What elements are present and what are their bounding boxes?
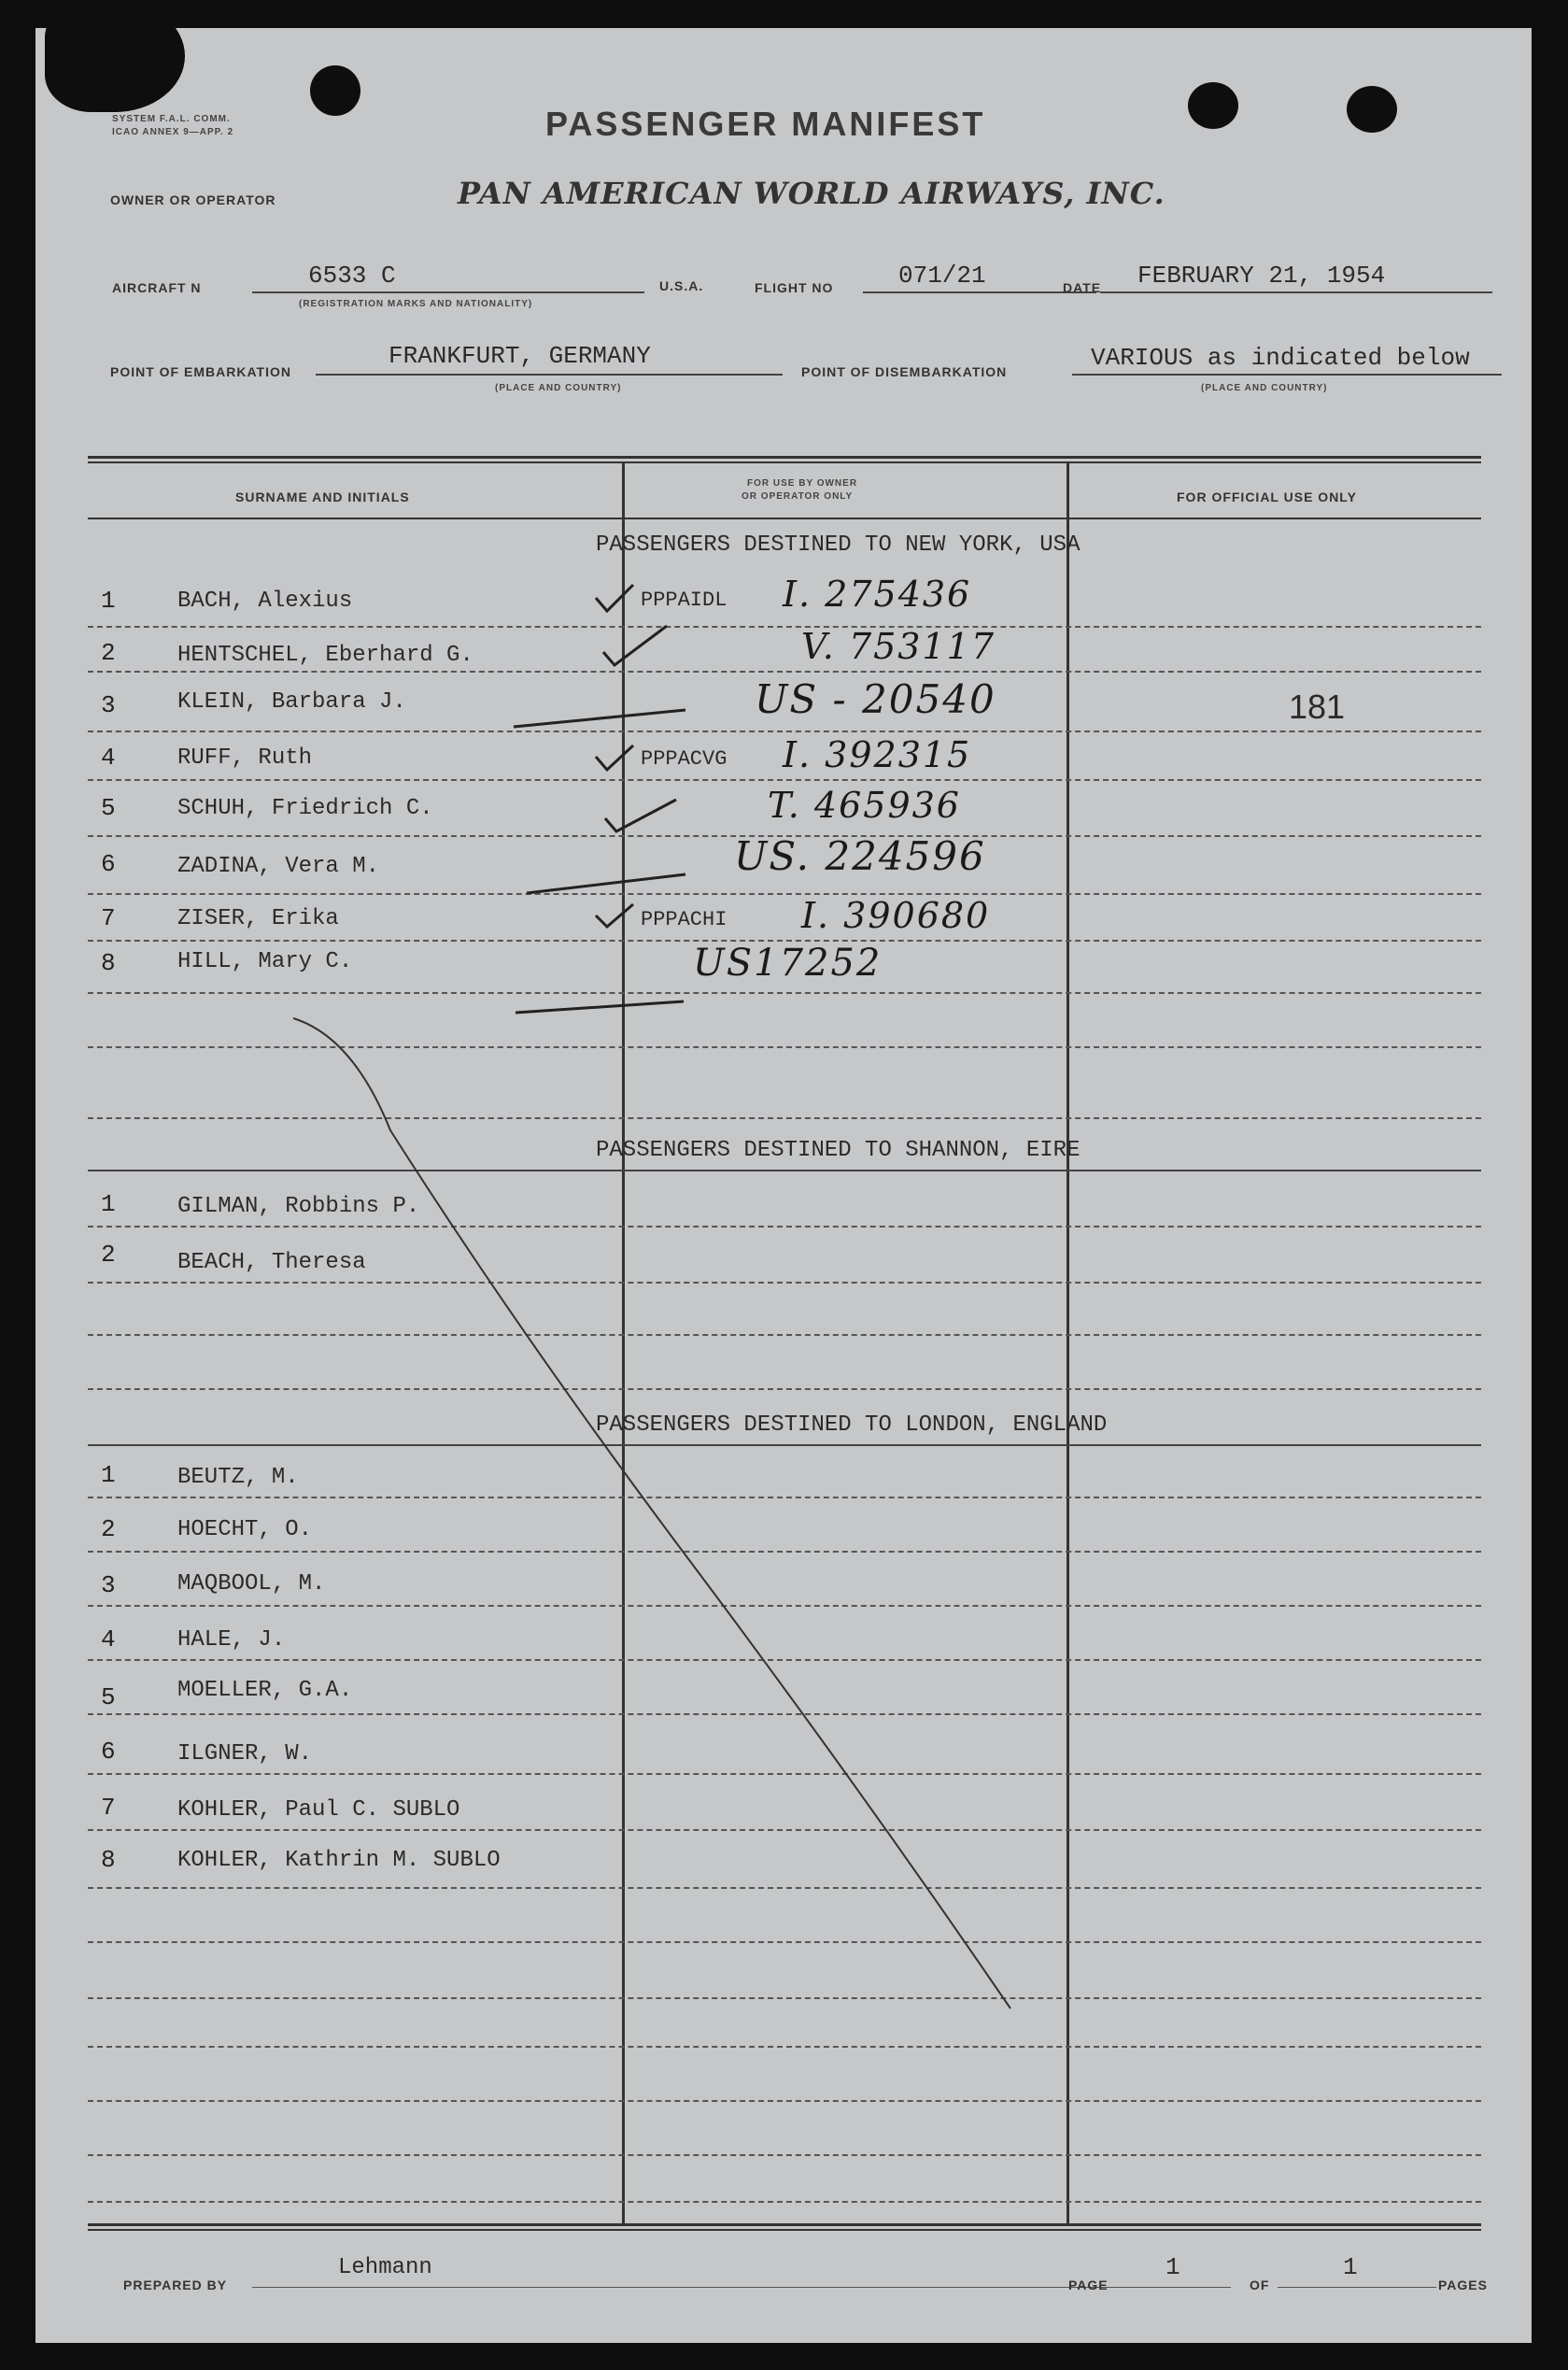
section-heading-london: PASSENGERS DESTINED TO LONDON, ENGLAND bbox=[596, 1412, 1108, 1438]
passenger-name: GILMAN, Robbins P. bbox=[177, 1194, 420, 1219]
row-number: 2 bbox=[101, 1515, 116, 1543]
row-number: 2 bbox=[101, 1241, 116, 1269]
section-heading-shannon: PASSENGERS DESTINED TO SHANNON, EIRE bbox=[596, 1138, 1081, 1163]
owner-label: OWNER OR OPERATOR bbox=[110, 192, 276, 207]
row-number: 2 bbox=[101, 639, 116, 667]
passenger-name: HALE, J. bbox=[177, 1627, 286, 1653]
passport-number: T. 465936 bbox=[768, 785, 961, 826]
usa-label: U.S.A. bbox=[659, 278, 704, 293]
passenger-name: BACH, Alexius bbox=[177, 589, 353, 614]
official-note: 181 bbox=[1289, 688, 1346, 726]
punch-hole bbox=[1347, 86, 1397, 133]
approval-line-2: ICAO ANNEX 9—APP. 2 bbox=[112, 127, 234, 137]
row-number: 6 bbox=[101, 1738, 116, 1766]
passenger-name: BEUTZ, M. bbox=[177, 1465, 299, 1490]
date-label: DATE bbox=[1063, 280, 1102, 295]
page-label: PAGE bbox=[1068, 2278, 1109, 2292]
manifest-sheet bbox=[35, 28, 1532, 2343]
disembarkation-label: POINT OF DISEMBARKATION bbox=[801, 364, 1008, 379]
dash-mark bbox=[516, 1001, 684, 1013]
punch-hole bbox=[310, 65, 360, 116]
of-value: 1 bbox=[1343, 2253, 1358, 2281]
flight-label: FLIGHT NO bbox=[755, 280, 834, 295]
row-number: 7 bbox=[101, 904, 116, 932]
passenger-name: SCHUH, Friedrich C. bbox=[177, 796, 433, 821]
passenger-name: MAQBOOL, M. bbox=[177, 1571, 326, 1597]
passport-number: I. 390680 bbox=[801, 895, 991, 936]
row-number: 3 bbox=[101, 1571, 116, 1599]
passport-number: US17252 bbox=[693, 942, 883, 985]
aircraft-label: AIRCRAFT N bbox=[112, 280, 202, 295]
pages-label: PAGES bbox=[1438, 2278, 1488, 2292]
row-number: 8 bbox=[101, 949, 116, 977]
passport-number: I. 275436 bbox=[783, 574, 972, 615]
check-mark-icon bbox=[603, 626, 667, 665]
date-value: FEBRUARY 21, 1954 bbox=[1137, 262, 1386, 290]
disembarkation-value: VARIOUS as indicated below bbox=[1091, 344, 1470, 372]
place-caption: (PLACE AND COUNTRY) bbox=[495, 383, 622, 393]
prepared-label: PREPARED BY bbox=[123, 2278, 228, 2292]
col-owner-use-1: FOR USE BY OWNER bbox=[747, 478, 858, 489]
check-mark-icon bbox=[596, 745, 633, 770]
passenger-code: PPPACHI bbox=[641, 908, 727, 931]
passenger-name: HILL, Mary C. bbox=[177, 949, 353, 974]
punch-hole bbox=[1188, 82, 1238, 129]
check-mark-icon bbox=[605, 800, 676, 831]
col-official: FOR OFFICIAL USE ONLY bbox=[1177, 490, 1357, 504]
passenger-code: PPPACVG bbox=[641, 747, 727, 771]
row-number: 1 bbox=[101, 1461, 116, 1489]
row-number: 8 bbox=[101, 1846, 116, 1874]
row-number: 3 bbox=[101, 691, 116, 719]
torn-corner bbox=[45, 0, 185, 112]
dash-mark bbox=[514, 710, 685, 727]
passenger-name: ZISER, Erika bbox=[177, 906, 339, 931]
page-value: 1 bbox=[1165, 2253, 1180, 2281]
check-mark-icon bbox=[596, 585, 633, 611]
of-label: OF bbox=[1250, 2278, 1270, 2292]
row-number: 6 bbox=[101, 850, 116, 878]
passenger-name: BEACH, Theresa bbox=[177, 1250, 366, 1275]
passenger-name: MOELLER, G.A. bbox=[177, 1678, 353, 1703]
passenger-name: ILGNER, W. bbox=[177, 1741, 313, 1767]
page-title: PASSENGER MANIFEST bbox=[545, 105, 986, 143]
row-number: 1 bbox=[101, 587, 116, 615]
registration-caption: (REGISTRATION MARKS AND NATIONALITY) bbox=[299, 299, 533, 309]
passenger-name: RUFF, Ruth bbox=[177, 745, 313, 771]
row-number: 4 bbox=[101, 1625, 116, 1653]
passport-number: US - 20540 bbox=[755, 676, 996, 722]
row-number: 5 bbox=[101, 1683, 116, 1711]
passport-number: V. 753117 bbox=[801, 626, 996, 667]
passenger-name: HENTSCHEL, Eberhard G. bbox=[177, 643, 473, 668]
embarkation-value: FRANKFURT, GERMANY bbox=[388, 342, 651, 370]
passenger-name: HOECHT, O. bbox=[177, 1517, 313, 1542]
passenger-name: KOHLER, Paul C. SUBLO bbox=[177, 1797, 460, 1823]
section-heading-new-york: PASSENGERS DESTINED TO NEW YORK, USA bbox=[596, 532, 1081, 558]
passport-number: I. 392315 bbox=[783, 734, 972, 775]
prepared-value: Lehmann bbox=[338, 2255, 432, 2280]
approval-line-1: SYSTEM F.A.L. COMM. bbox=[112, 114, 231, 124]
flight-value: 071/21 bbox=[898, 262, 986, 290]
aircraft-value: 6533 C bbox=[308, 262, 396, 290]
row-number: 1 bbox=[101, 1190, 116, 1218]
passenger-name: KOHLER, Kathrin M. SUBLO bbox=[177, 1848, 501, 1873]
place-caption-2: (PLACE AND COUNTRY) bbox=[1201, 383, 1328, 393]
embarkation-label: POINT OF EMBARKATION bbox=[110, 364, 291, 379]
row-number: 7 bbox=[101, 1794, 116, 1822]
col-surname: SURNAME AND INITIALS bbox=[235, 490, 410, 504]
check-mark-icon bbox=[596, 904, 633, 927]
row-number: 4 bbox=[101, 744, 116, 772]
passenger-code: PPPAIDL bbox=[641, 589, 727, 612]
owner-value: PAN AMERICAN WORLD AIRWAYS, INC. bbox=[458, 176, 1165, 211]
row-number: 5 bbox=[101, 794, 116, 822]
passenger-name: KLEIN, Barbara J. bbox=[177, 689, 406, 715]
dash-mark bbox=[527, 874, 685, 893]
col-owner-use-2: OR OPERATOR ONLY bbox=[742, 491, 854, 502]
passport-number: US. 224596 bbox=[734, 833, 986, 879]
passenger-name: ZADINA, Vera M. bbox=[177, 854, 380, 879]
